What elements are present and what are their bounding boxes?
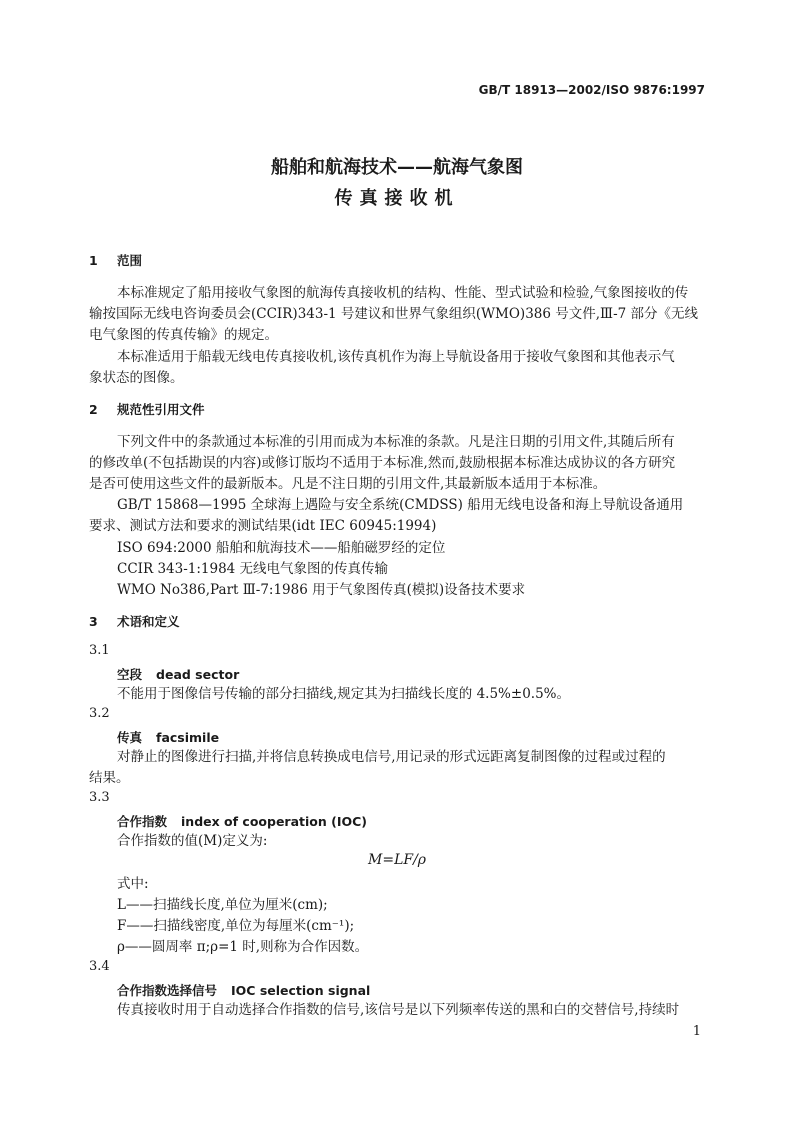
document-subtitle: 传真接收机 [334, 188, 460, 209]
formula-where: 式中: [117, 876, 149, 892]
term-title: 传真 facsimile [117, 730, 220, 745]
term-number: 3.2 [89, 706, 110, 721]
term-number: 3.4 [89, 959, 110, 974]
paragraph-line: 象状态的图像。 [89, 370, 184, 386]
term-number: 3.3 [89, 790, 110, 805]
paragraph-line: 是否可使用这些文件的最新版本。凡是不注日期的引用文件,其最新版本适用于本标准。 [89, 476, 607, 492]
standard-number: GB/T 18913—2002/ISO 9876:1997 [478, 83, 705, 97]
term-definition: 合作指数的值(M)定义为: [117, 833, 268, 849]
term-title: 合作指数 index of cooperation (IOC) [117, 814, 368, 829]
paragraph-line: 输按国际无线电咨询委员会(CCIR)343-1 号建议和世界气象组织(WMO)386 号文件,Ⅲ-7 部分《无线 [89, 306, 699, 322]
paragraph-line: 下列文件中的条款通过本标准的引用而成为本标准的条款。凡是注日期的引用文件,其随后所有 [117, 434, 675, 450]
page-number: 1 [692, 1024, 701, 1039]
paragraph-line: 的修改单(不包括勘误的内容)或修订版均不适用于本标准,然而,鼓励根据本标准达成协议的各方研究 [89, 455, 676, 471]
term-title: 合作指数选择信号 IOC selection signal [117, 983, 371, 998]
term-definition: 结果。 [89, 770, 130, 786]
document-title: 船舶和航海技术——航海气象图 [271, 157, 523, 178]
paragraph-line: 电气象图的传真传输》的规定。 [89, 327, 278, 343]
paragraph-line: 本标准规定了船用接收气象图的航海传真接收机的结构、性能、型式试验和检验,气象图接收的传 [117, 285, 689, 301]
formula-variable: L——扫描线长度,单位为厘米(cm); [117, 897, 328, 913]
reference-item: GB/T 15868—1995 全球海上遇险与安全系统(CMDSS) 船用无线电设备和海上导航设备通用 [117, 497, 684, 513]
paragraph-line: 本标准适用于船载无线电传真接收机,该传真机作为海上导航设备用于接收气象图和其他表示气 [117, 349, 675, 365]
term-title: 空段 dead sector [117, 667, 240, 682]
formula: M=LF/ρ [368, 852, 427, 868]
section-1-heading: 1 范围 [89, 253, 143, 268]
term-definition: 不能用于图像信号传输的部分扫描线,规定其为扫描线长度的 4.5%±0.5%。 [117, 686, 570, 702]
section-3-heading: 3 术语和定义 [89, 614, 180, 629]
term-definition: 传真接收时用于自动选择合作指数的信号,该信号是以下列频率传送的黑和白的交替信号,持续时 [117, 1002, 680, 1018]
reference-item: CCIR 343-1:1984 无线电气象图的传真传输 [117, 561, 389, 577]
reference-item: ISO 694:2000 船舶和航海技术——船舶磁罗经的定位 [117, 540, 446, 556]
section-2-heading: 2 规范性引用文件 [89, 402, 205, 417]
term-number: 3.1 [89, 643, 110, 658]
reference-item: 要求、测试方法和要求的测试结果(idt IEC 60945:1994) [89, 518, 437, 534]
term-definition: 对静止的图像进行扫描,并将信息转换成电信号,用记录的形式远距离复制图像的过程或过程的 [117, 749, 666, 765]
reference-item: WMO No386,Part Ⅲ-7:1986 用于气象图传真(模拟)设备技术要求 [117, 582, 526, 598]
formula-variable: ρ——圆周率 π;ρ=1 时,则称为合作因数。 [117, 939, 369, 955]
formula-variable: F——扫描线密度,单位为每厘米(cm⁻¹); [117, 918, 355, 934]
